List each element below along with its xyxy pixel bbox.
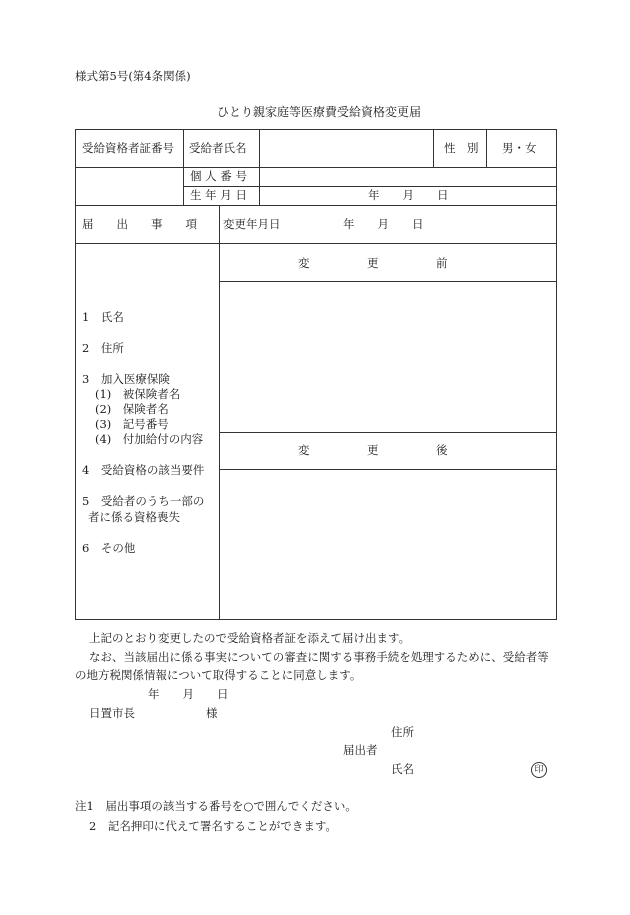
- name-label: 氏名: [391, 762, 414, 776]
- item-insurance-additional-benefit: (4) 付加給付の内容: [95, 432, 204, 446]
- gender-options[interactable]: 男・女: [502, 141, 537, 155]
- gender-label: 性 別: [444, 141, 479, 155]
- note-1: 注1 届出事項の該当する番号を○で囲んでください。: [75, 799, 357, 813]
- notification-items-label: 届 出 事 項: [82, 217, 197, 231]
- recipient-name-field[interactable]: [258, 136, 428, 162]
- notifier-label: 届出者: [343, 743, 378, 757]
- item-insurance-symbol-number: (3) 記号番号: [95, 417, 169, 431]
- submission-date[interactable]: 年 月 日: [148, 687, 229, 701]
- statement-line-3: の地方税関係情報について取得することに同意します。: [75, 668, 362, 682]
- recipient-name-label: 受給者氏名: [189, 141, 247, 155]
- item-insurance-insured: (1) 被保険者名: [95, 387, 181, 401]
- item-insurance-insurer: (2) 保険者名: [95, 402, 169, 416]
- before-header: 変 更 前: [298, 256, 448, 270]
- change-date-field[interactable]: 年 月 日: [343, 217, 424, 231]
- item-address[interactable]: 2 住所: [82, 341, 124, 355]
- form-title: ひとり親家庭等医療費受給資格変更届: [217, 105, 422, 119]
- address-label: 住所: [391, 725, 414, 739]
- birthdate-field[interactable]: 年 月 日: [368, 188, 449, 202]
- personal-number-field[interactable]: [262, 169, 552, 184]
- personal-number-label: 個 人 番 号: [190, 169, 247, 183]
- after-header: 変 更 後: [298, 443, 448, 457]
- note-2: 2 記名押印に代えて署名することができます。: [89, 819, 337, 833]
- item-partial-loss[interactable]: 5 受給者のうち一部の: [82, 494, 205, 508]
- item-insurance[interactable]: 3 加入医療保険: [82, 372, 170, 386]
- seal-mark: 印: [531, 762, 547, 778]
- addressee-honorific: 様: [206, 706, 218, 720]
- addressee: 日置市長: [89, 706, 135, 720]
- statement-line-2: なお、当該届出に係る事実についての審査に関する事務手続を処理するために、受給者等: [89, 650, 549, 664]
- item-other[interactable]: 6 その他: [82, 541, 136, 555]
- before-field[interactable]: [222, 285, 554, 429]
- after-field[interactable]: [222, 473, 554, 617]
- item-name[interactable]: 1 氏名: [82, 310, 124, 324]
- form-number: 様式第5号(第4条関係): [75, 69, 191, 83]
- change-date-label: 変更年月日: [223, 217, 281, 231]
- item-eligibility[interactable]: 4 受給資格の該当要件: [82, 463, 205, 477]
- birthdate-label: 生 年 月 日: [190, 188, 247, 202]
- statement-line-1: 上記のとおり変更したので受給資格者証を添えて届け出ます。: [89, 631, 411, 645]
- item-partial-loss-cont: 者に係る資格喪失: [88, 510, 180, 524]
- cert-number-label: 受給資格者証番号: [82, 141, 174, 155]
- cert-number-field[interactable]: [78, 171, 180, 201]
